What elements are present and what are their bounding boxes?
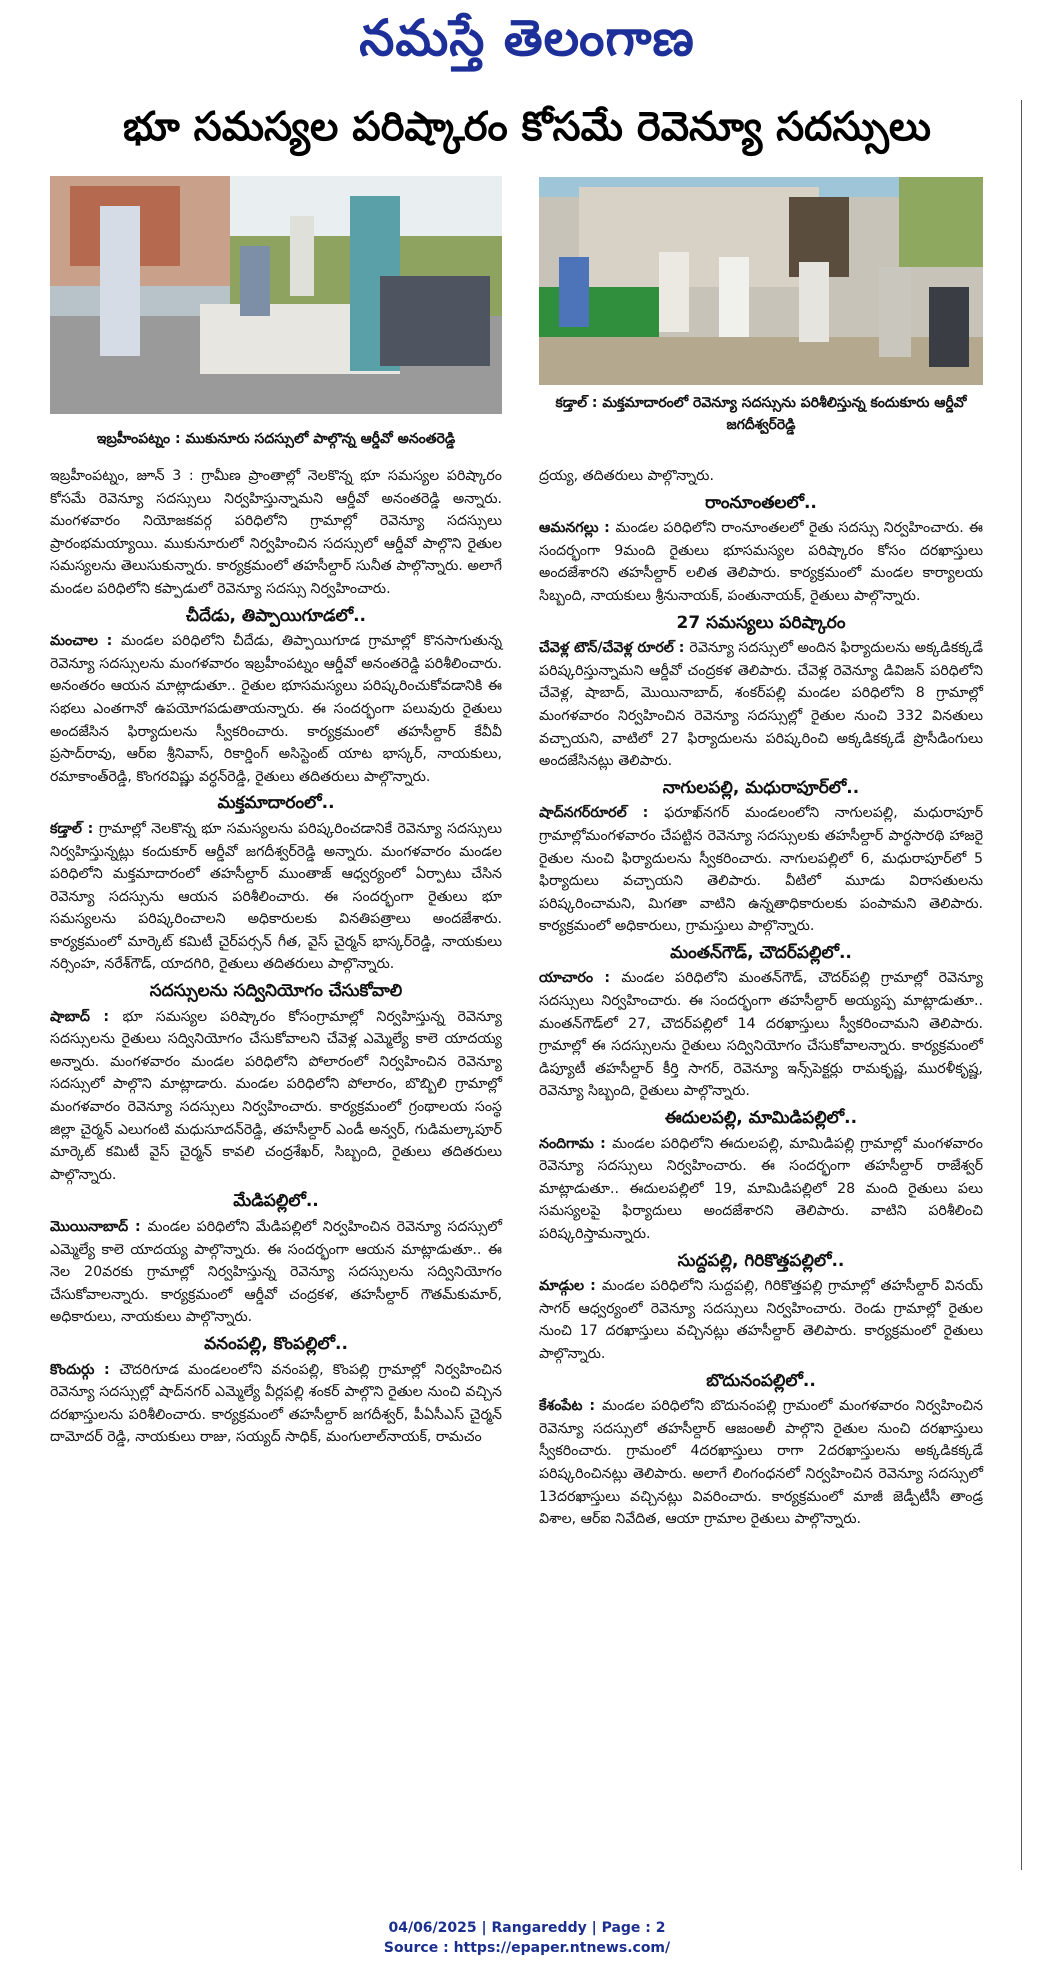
subheading: సదస్సులను సద్వినియోగం చేసుకోవాలి — [149, 981, 403, 1002]
photo-mukunuru-sadassu — [50, 176, 502, 414]
paragraph — [539, 637, 983, 773]
subheading: ఈదులపల్లి, మామిడిపల్లిలో.. — [664, 1108, 858, 1129]
subheading: వనంపల్లి, కొంపల్లిలో.. — [204, 1333, 348, 1354]
paragraph — [539, 1395, 983, 1531]
dateline: కేశంపేట : — [539, 1398, 602, 1415]
paragraph — [50, 1006, 502, 1187]
subheading: రాంనూంతలలో.. — [705, 492, 817, 513]
paragraph-text: గ్రామాల్లో నెలకొన్న భూ సమస్యలను పరిష్కరించడానికే రెవెన్యూ సదస్సులు నిర్వహిస్తున్నట్లు కందుకూర్ ఆర్డీవో జగదీశ్వర్‌రెడ్డి అన్నారు. మంగళవారం మండల పరిధిలోని మక్తమాదారంలో తహసీల్దార్ ముంతాజ్ ఆధ్వర్యంలో ఏర్పాటు చేసిన రెవెన్యూ సదస్సును ఆయన పరిశీలించారు. ఈ సందర్భంగా రైతులు భూ సమస్యలను పరిష్కరించాలని అధికారులకు వినతిపత్రాలు అందజేశారు. కార్యక్రమంలో మార్కెట్ కమిటీ చైర్‌పర్సన్ గీత, వైస్ చైర్మన్ భాస్కర్‌రెడ్డి, నాయకులు నర్సింహ, నరేశ్‌గౌడ్, యాదగిరి, రైతులు తదితరులు పాల్గొన్నారు. — [50, 820, 502, 973]
paragraph — [539, 517, 983, 607]
masthead-logo: నమస్తే తెలంగాణ — [359, 8, 695, 67]
dateline: కడ్తాల్ : — [50, 820, 100, 837]
dateline: ఆమనగల్లు : — [539, 520, 616, 537]
paragraph-text: భూ సమస్యల పరిష్కారం కోసంగ్రామాల్లో నిర్వహిస్తున్న రెవెన్యూ సదస్సులను రైతులు సద్వినియోగం చేసుకోవాలని చేవెళ్ల ఎమ్మెల్యే కాలె యాదయ్య అన్నారు. మంగళవారం మండల పరిధిలోని పోలారంలో నిర్వహించిన రెవెన్యూ సదస్సులో పాల్గొని మాట్లాడారు. మండల పరిధిలోని పోలారం, బొబ్బిలి గ్రామాల్లో మంగళవారం రెవెన్యూ సదస్సులు నిర్వహించారు. కార్యక్రమంలో గ్రంథాలయ సంస్థ జిల్లా చైర్మన్ ఎలుగంటి మధుసూదన్‌రెడ్డి, తహసీల్దార్ ఎండీ అన్వర్, గుడిమల్కాపూర్ మార్కెట్ కమిటీ వైస్ చైర్మన్ కావలి చంద్రశేఖర్, సిబ్బంది, రైతులు తదితరులు పాల్గొన్నారు. — [50, 1008, 502, 1183]
paragraph — [539, 1275, 983, 1365]
dateline: నందిగామ : — [539, 1135, 613, 1152]
paragraph — [539, 802, 983, 938]
paragraph-text: మండల పరిధిలోని బొదునంపల్లి గ్రామంలో మంగళవారం నిర్వహించిన రెవెన్యూ సదస్సులో తహసీల్దార్ ఆజంఅలీ పాల్గొని రైతుల నుంచి దరఖాస్తులు స్వీకరించారు. గ్రామంలో 4దరఖాస్తులు రాగా 2దరఖాస్తులను అక్కడికక్కడే పరిష్కరించినట్లు తెలిపారు. అలాగే లింగంధనలో నిర్వహించిన రెవెన్యూ సదస్సులో 13దరఖాస్తులు వచ్చినట్లు వివరించారు. కార్యక్రమంలో మాజీ జెడ్పీటీసీ తాండ్ర విశాల, ఆర్ఐ నివేదిత, ఆయా గ్రామాల రైతులు పాల్గొన్నారు. — [539, 1398, 983, 1528]
subheading: సుద్దపల్లి, గిరికొత్తపల్లిలో.. — [677, 1250, 845, 1271]
paragraph-text: చౌదరిగూడ మండలంలోని వనంపల్లి, కొంపల్లి గ్రామాల్లో నిర్వహించిన రెవెన్యూ సదస్సుల్లో షాద్‌నగర్ ఎమ్మెల్యే వీర్లపల్లి శంకర్ పాల్గొని రైతుల నుంచి వచ్చిన దరఖాస్తులను పరిశీలించారు. కార్యక్రమంలో తహసీల్దార్ జగదీశ్వర్, పీఏసీఎస్ చైర్మన్ దామోదర్ రెడ్డి, నాయకులు రాజు, సయ్యద్ సాధిక్, మంగులాల్‌నాయక్, రామచం — [50, 1361, 502, 1446]
paragraph — [50, 630, 502, 788]
photo-caption-right: కడ్తాల్ : మక్తమాదారంలో రెవెన్యూ సదస్సును పరిశీలిస్తున్న కందుకూరు ఆర్డీవో జగదీశ్వర్‌రెడ్డి — [555, 395, 967, 433]
article-column-right — [539, 465, 983, 1533]
paragraph — [50, 1216, 502, 1329]
subheading: మక్తమాదారంలో.. — [217, 793, 335, 814]
headline: భూ సమస్యల పరిష్కారం కోసమే రెవెన్యూ సదస్సులు — [122, 104, 932, 150]
dateline: చేవెళ్ల టౌన్/చేవెళ్ల రూరల్ : — [539, 640, 690, 657]
dateline: షాద్‌నగర్‌రూరల్ : — [539, 805, 665, 822]
column-divider — [1021, 100, 1022, 1870]
paragraph-text: మండల పరిధిలోని చీదేడు, తిప్పాయిగూడ గ్రామాల్లో కొనసాగుతున్న రెవెన్యూ సదస్సులను మంగళవారం ఇబ్రహీంపట్నం ఆర్డీవో అనంతరెడ్డి పరిశీలించారు. అనంతరం ఆయన మాట్లాడుతూ.. రైతుల భూసమస్యలు పరిష్కరించుకోవడానికి ఈ సభలు ఎంతగానో ఉపయోగపడుతాయన్నారు. ఈ సందర్భంగా పలువురు రైతులు అందజేసిన ఫిర్యాదులను స్వీకరించారు. కార్యక్రమంలో తహసీల్దార్ కేవీవీ ప్రసాద్‌రావు, ఆర్ఐ శ్రీనివాస్, రికార్డింగ్ అసిస్టెంట్ యాట భాస్కర్, నాయకులు, రమాకాంత్‌రెడ్డి, కొంగరవిష్ణు వర్ధన్‌రెడ్డి, రైతులు తదితరులు పాల్గొన్నారు. — [50, 633, 502, 785]
paragraph-text: మండల పరిధిలోని సుద్దపల్లి, గిరికొత్తపల్లి గ్రామాల్లో తహసీల్దార్ వినయ్ సాగర్ ఆధ్వర్యంలో రెవెన్యూ సదస్సులు నిర్వహించారు. రెండు గ్రామాల్లో రైతుల నుంచి 17 దరఖాస్తులు వచ్చినట్లు తహసీల్దార్ తెలిపారు. కార్యక్రమంలో రైతులు పాల్గొన్నారు. — [539, 1278, 983, 1362]
dateline: యాచారం : — [539, 970, 622, 987]
paragraph — [539, 1133, 983, 1246]
paragraph-text: మండల పరిధిలోని ఈదులపల్లి, మామిడిపల్లి గ్రామాల్లో మంగళవారం రెవెన్యూ సదస్సులు నిర్వహించారు. ఈ సందర్భంగా తహసీల్దార్ రాజేశ్వర్ మాట్లాడుతూ.. ఈదులపల్లిలో 19, మామిడిపల్లిలో 28 మంది రైతులు పలు సమస్యలపై ఫిర్యాదులు అందజేశారని తెలిపారు. వాటిని పరిశీలించి పరిష్కరిస్తామన్నారు. — [539, 1135, 983, 1242]
subheading: నాగులపల్లి, మధురాపూర్‌లో.. — [662, 777, 860, 798]
paragraph-text: రెవెన్యూ సదస్సులో అందిన ఫిర్యాదులను అక్కడికక్కడే పరిష్కరిస్తున్నామని ఆర్డీవో చంద్రకళ తెలిపారు. చేవెళ్ల రెవెన్యూ డివిజన్ పరిధిలోని చేవెళ్ల, షాబాద్, మొయినాబాద్, శంకర్‌పల్లి మండల పరిధిలోని 8 గ్రామాల్లో మంగళవారం నిర్వహించిన రెవెన్యూ సదస్సుల్లో రైతుల నుంచి 332 వినతులు వచ్చాయని, వాటిలో 27 ఫిర్యాదులను పరిష్కరించి అక్కడికక్కడే ప్రొసీడింగులు అందజేసినట్లు తెలిపారు. — [539, 640, 983, 770]
photo-caption-left: ఇబ్రహీంపట్నం : ముకునూరు సదస్సులో పాల్గొన్న ఆర్డీవో అనంతరెడ్డి — [96, 431, 456, 447]
paragraph-text: మండల పరిధిలోని మేడిపల్లిలో నిర్వహించిన రెవెన్యూ సదస్సులో ఎమ్మెల్యే కాలె యాదయ్య పాల్గొన్నారు. ఈ సందర్భంగా ఆయన మాట్లాడుతూ.. ఈ నెల 20వరకు గ్రామాల్లో నిర్వహిస్తున్న రెవెన్యూ సదస్సులను సద్వినియోగం చేసుకోవాలన్నారు. కార్యక్రమంలో ఆర్డీవో చంద్రకళ, తహసీల్దార్ గౌతమ్‌కుమార్, అధికారులు, నాయకులు పాల్గొన్నారు. — [50, 1219, 502, 1326]
paragraph-text: మండల పరిధిలోని రాంనూంతలలో రైతు సదస్సు నిర్వహించారు. ఈ సందర్భంగా 9మంది రైతులు భూసమస్యల పరిష్కారం కోసం దరఖాస్తులు అందజేశారని తహసీల్దార్ లలిత తెలిపారు. కార్యక్రమంలో మండల కార్యాలయ సిబ్బంది, నాయకులు శ్రీనునాయక్, పంతునాయక్, రైతులు పాల్గొన్నారు. — [539, 520, 983, 604]
footer-edition-info: 04/06/2025 | Rangareddy | Page : 2 — [388, 1920, 666, 1936]
subheading: మంతన్‌గౌడ్, చౌదర్‌పల్లిలో.. — [670, 942, 852, 963]
paragraph-continued: ద్రయ్య, తదితరులు పాల్గొన్నారు. — [539, 468, 714, 484]
dateline: షాబాద్ : — [50, 1008, 123, 1025]
photo-maktamadaram-sadassu — [539, 177, 983, 385]
footer-source-link[interactable]: Source : https://epaper.ntnews.com/ — [383, 1940, 671, 1956]
dateline: మొయినాబాద్ : — [50, 1219, 148, 1235]
dateline: కొందుర్గు : — [50, 1361, 120, 1378]
paragraph-intro: ఇబ్రహీంపట్నం, జూన్ 3 : గ్రామీణ ప్రాంతాల్లో నెలకొన్న భూ సమస్యల పరిష్కారం కోసమే రెవెన్యూ సదస్సులు నిర్వహిస్తున్నామని ఆర్డీవో అనంతరెడ్డి అన్నారు. మంగళవారం నియోజకవర్గ పరిధిలోని గ్రామాల్లో రెవెన్యూ సదస్సులు ప్రారంభమయ్యాయి. ముకునూరులో నిర్వహించిన సదస్సులో ఆర్డీవో పాల్గొని రైతుల సమస్యలను తెలుసుకున్నారు. కార్యక్రమంలో తహసీల్దార్ సునీత పాల్గొన్నారు. అలాగే మండల పరిధిలోని కప్పాడులో రెవెన్యూ సదస్సు నిర్వహించారు. — [50, 468, 502, 597]
dateline: మాడ్గుల : — [539, 1278, 602, 1295]
paragraph — [50, 1359, 502, 1449]
subheading: చీదేడు, తిప్పాయిగూడలో.. — [185, 605, 367, 626]
paragraph — [50, 818, 502, 976]
subheading: మేడిపల్లిలో.. — [233, 1191, 319, 1212]
article-column-left — [50, 465, 502, 1451]
paragraph — [539, 967, 983, 1103]
dateline: మంచాల : — [50, 633, 121, 650]
subheading: బొదునంపల్లిలో.. — [706, 1370, 816, 1391]
paragraph-text: మండల పరిధిలోని మంతన్‌గౌడ్, చౌదర్‌పల్లి గ్రామాల్లో రెవెన్యూ సదస్సులు నిర్వహించారు. ఈ సందర్భంగా తహసీల్దార్ అయ్యప్ప మాట్లాడుతూ.. మంతన్‌గౌడ్‌లో 27, చౌదర్‌పల్లిలో 14 దరఖాస్తులు స్వీకరించామని తెలిపారు. గ్రామాల్లో ఈ సదస్సులను రైతులు సద్వినియోగం చేసుకోవాలన్నారు. కార్యక్రమంలో డిప్యూటీ తహసీల్దార్ కీర్తి సాగర్, రెవెన్యూ ఇన్స్‌పెక్టర్లు రామకృష్ణ, మురళీకృష్ణ, రెవెన్యూ సిబ్బంది, రైతులు పాల్గొన్నారు. — [539, 970, 984, 1100]
subheading: 27 సమస్యలు పరిష్కారం — [676, 612, 846, 633]
paragraph-text: ఫరూఖ్‌నగర్ మండలంలోని నాగులపల్లి, మధురాపూర్ గ్రామాల్లోమంగళవారం చేపట్టిన రెవెన్యూ సదస్సులకు తహసీల్దార్ పార్థసారథి హాజరై రైతుల నుంచి ఫిర్యాదులను స్వీకరించారు. నాగులపల్లిలో 6, మధురాపూర్‌లో 5 ఫిర్యాదులు వచ్చాయని తెలిపారు. వీటిలో మూడు విరాసతులను పరిష్కరించామని, మిగతా వాటిని ఉన్నతాధికారులకు పంపామని తెలిపారు. కార్యక్రమంలో అధికారులు, గ్రామస్తులు పాల్గొన్నారు. — [539, 805, 984, 935]
